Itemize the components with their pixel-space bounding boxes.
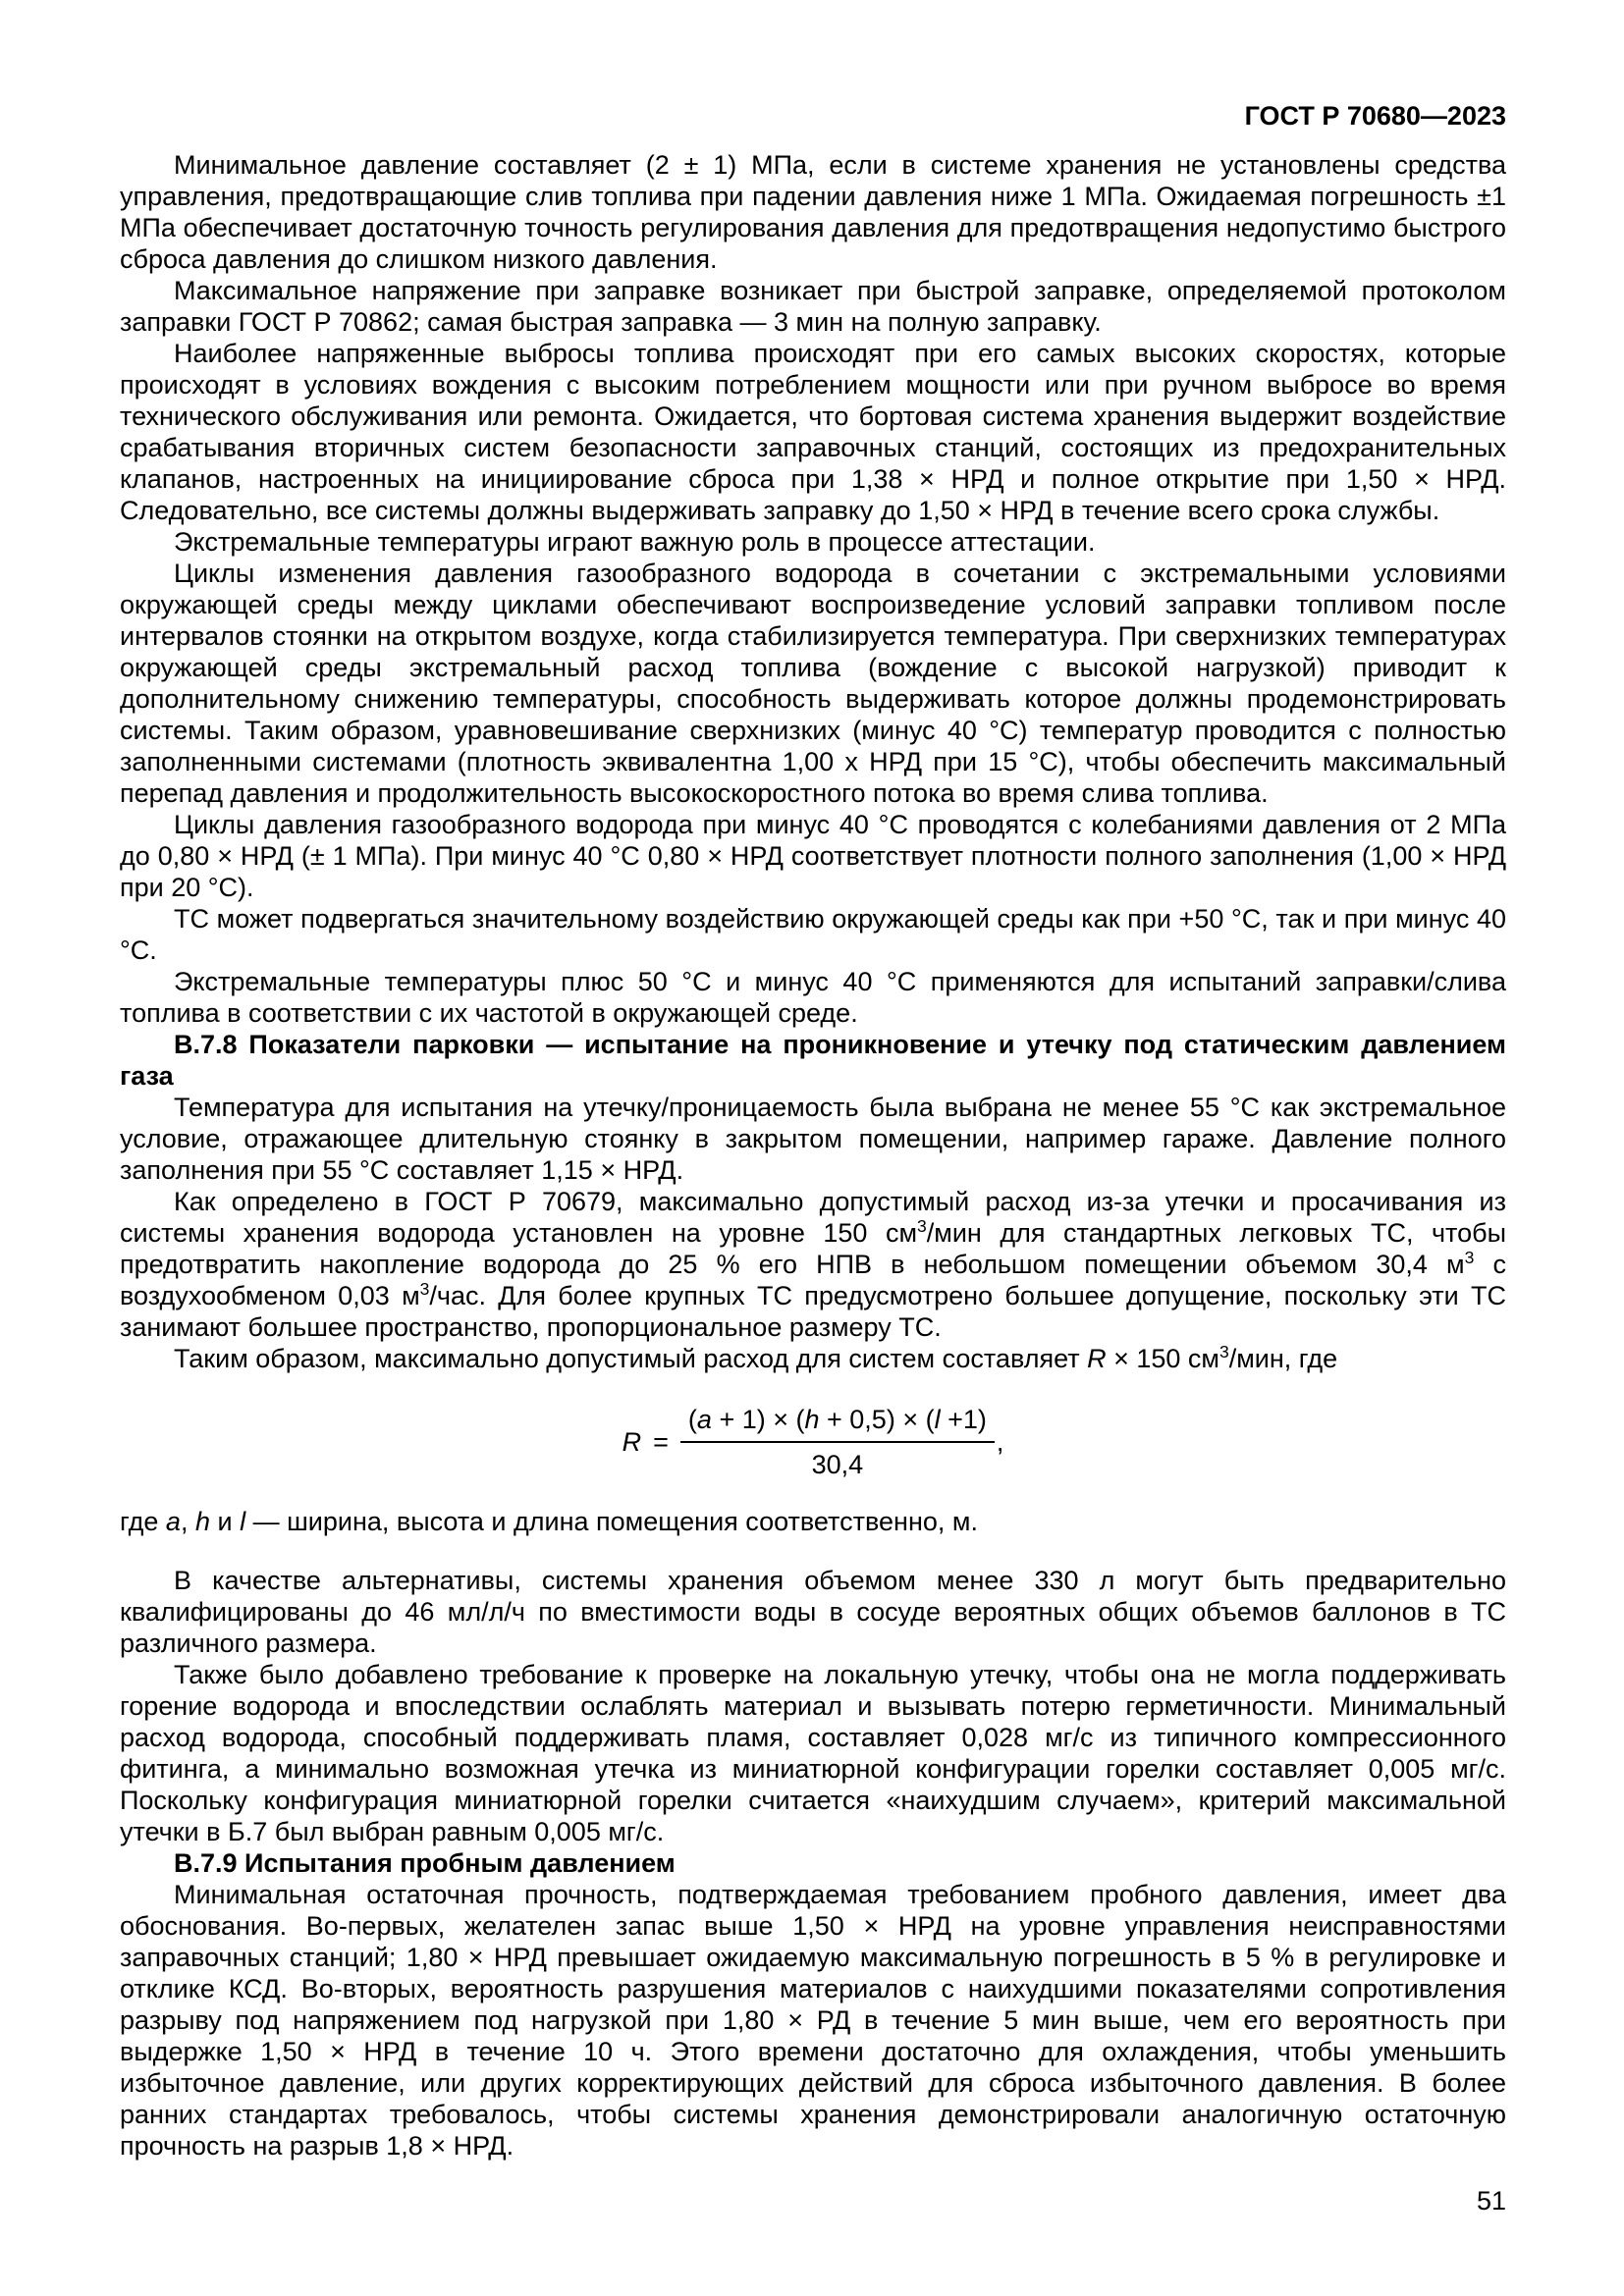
formula-legend bbox=[120, 1506, 1506, 1537]
text-run: с воздухообменом 0,03 м bbox=[120, 1250, 1506, 1310]
variable-l: l bbox=[240, 1507, 246, 1536]
text-run: + 0,5) × ( bbox=[819, 1405, 935, 1434]
variable-a: a bbox=[165, 1507, 181, 1536]
text-run: и bbox=[210, 1507, 241, 1536]
formula-trailing-comma: , bbox=[996, 1427, 1004, 1457]
text-run: — ширина, высота и длина помещения соответственно, м. bbox=[245, 1507, 978, 1536]
formula-lhs-variable: R bbox=[622, 1427, 642, 1457]
formula bbox=[120, 1404, 1506, 1480]
paragraph-allowable-discharge bbox=[120, 1186, 1506, 1343]
superscript: 3 bbox=[1464, 1248, 1475, 1267]
paragraph-max-stress-fueling: Максимальное напряжение при заправке возникает при быстрой заправке, определяемой протоколом заправки ГОСТ Р 70862; самая быстрая заправка — 3 мин на полную заправку. bbox=[120, 276, 1506, 337]
text-run: /мин, где bbox=[1228, 1344, 1338, 1373]
text-run: + 1) × ( bbox=[711, 1405, 805, 1434]
paragraph-localized-leak: Также было добавлено требование к проверке на локальную утечку, чтобы она не могла поддерживать горение водорода и впоследствии ослаблять материал и вызывать потерю герметичности. Минимальный расход водорода, способный поддерживать пламя, составляет 0,028 мг/с из типичного компрессионного фитинга, а минимально возможная утечка из миниатюрной конфигурации горелки составляет 0,005 мг/с. Поскольку конфигурация миниатюрной горелки считается «наихудшим случаем», критерий максимальной утечки в Б.7 был выбран равным 0,005 мг/с. bbox=[120, 1660, 1506, 1846]
paragraph-extreme-temperatures-role: Экстремальные температуры играют важную роль в процессе аттестации. bbox=[174, 527, 1096, 557]
variable-a: a bbox=[696, 1405, 712, 1434]
superscript: 3 bbox=[917, 1216, 927, 1236]
text-run: ( bbox=[687, 1405, 697, 1434]
paragraph-vehicle-exposure: ТС может подвергаться значительному воздействию окружающей среды как при +50 °C, так и при минус 40 °C. bbox=[120, 904, 1506, 965]
paragraph-max-discharge-systems bbox=[120, 1343, 1506, 1374]
variable-h: h bbox=[804, 1405, 820, 1434]
formula-fraction bbox=[680, 1404, 995, 1480]
text-run: Как определено в ГОСТ Р 70679, максимально допустимый расход из-за утечки и просачивания из системы хранения водорода установлен на уровне 150 см bbox=[120, 1187, 1506, 1248]
section-heading-b7-8: В.7.8 Показатели парковки — испытание на проникновение и утечку под статическим давлением газа bbox=[120, 1030, 1506, 1091]
text-run: +1) bbox=[940, 1405, 987, 1434]
document-number: ГОСТ Р 70680—2023 bbox=[1244, 101, 1506, 131]
paragraph-proof-pressure: Минимальная остаточная прочность, подтверждаемая требованием пробного давления, имеет два обоснования. Во-первых, желателен запас выше 1,50 × НРД на уровне управления неисправностями заправочных станций; 1,80 × НРД превышает ожидаемую максимальную погрешность в 5 % в регулировке и отклике КСД. Во-вторых, вероятность разрушения материалов с наихудшими показателями сопротивления разрыву под напряжением под нагрузкой при 1,80 × РД в течение 5 мин выше, чем его вероятность при выдержке 1,50 × НРД в течение 10 ч. Этого времени достаточно для охлаждения, чтобы уменьшить избыточное давление, или других корректирующих действий для сброса избыточного давления. В более ранних стандартах требовалось, чтобы системы хранения демонстрировали аналогичную остаточную прочность на разрыв 1,8 × НРД. bbox=[120, 1880, 1506, 2161]
formula-equals-sign: = bbox=[653, 1427, 669, 1457]
text-run: /мин для стандартных легковых ТС, чтобы предотвратить накопление водорода до 25 % его НПВ в небольшом помещении объемом 30,4 м bbox=[120, 1218, 1506, 1279]
paragraph-leak-temperature: Температура для испытания на утечку/проницаемость была выбрана не менее 55 °C как экстремальное условие, отражающее длительную стоянку в закрытом помещении, например гараже. Давление полного заполнения при 55 °C составляет 1,15 × НРД. bbox=[120, 1093, 1506, 1185]
text-run: , bbox=[180, 1507, 195, 1536]
paragraph-alternative-qualification: В качестве альтернативы, системы хранения объемом менее 330 л могут быть предварительно квалифицированы до 46 мл/л/ч по вместимости воды в сосуде вероятных общих объемов баллонов в ТС различного размера. bbox=[120, 1566, 1506, 1658]
text-run: Таким образом, максимально допустимый расход для систем составляет bbox=[174, 1344, 1088, 1373]
text-run: × 150 см bbox=[1106, 1344, 1219, 1373]
page-number: 51 bbox=[1476, 2186, 1506, 2216]
text-run: где bbox=[120, 1507, 166, 1536]
superscript: 3 bbox=[419, 1279, 430, 1299]
variable-l: l bbox=[934, 1405, 941, 1434]
formula-denominator: 30,4 bbox=[811, 1450, 864, 1479]
paragraph-min-pressure: Минимальное давление составляет (2 ± 1) МПа, если в системе хранения не установлены средства управления, предотвращающие слив топлива при падении давления ниже 1 МПа. Ожидаемая погрешность ±1 МПа обеспечивает достаточную точность регулирования давления для предотвращения недопустимо быстрого сброса давления до слишком низкого давления. bbox=[120, 150, 1506, 274]
text-run: /час. Для более крупных ТС предусмотрено большее допущение, поскольку эти ТС занимают большее пространство, пропорциональное размеру ТС. bbox=[120, 1281, 1506, 1342]
paragraph-extreme-temp-tests: Экстремальные температуры плюс 50 °C и минус 40 °C применяются для испытаний заправки/слива топлива в соответствии с их частотой в окружающей среде. bbox=[120, 967, 1506, 1028]
superscript: 3 bbox=[1218, 1342, 1229, 1362]
variable-r: R bbox=[1087, 1344, 1107, 1373]
paragraph-cycles-minus40: Циклы давления газообразного водорода при минус 40 °C проводятся с колебаниями давления от 2 МПа до 0,80 × НРД (± 1 МПа). При минус 40 °C 0,80 × НРД соответствует плотности полного заполнения (1,00 × НРД при 20 °C). bbox=[120, 810, 1506, 902]
paragraph-fuel-release: Наиболее напряженные выбросы топлива происходят при его самых высоких скоростях, которые происходят в условиях вождения с высоким потреблением мощности или при ручном выбросе во время технического обслуживания или ремонта. Ожидается, что бортовая система хранения выдержит воздействие срабатывания вторичных систем безопасности заправочных станций, состоящих из предохранительных клапанов, настроенных на инициирование сброса при 1,38 × НРД и полное открытие при 1,50 × НРД. Следовательно, все системы должны выдерживать заправку до 1,50 × НРД в течение всего срока службы. bbox=[120, 339, 1506, 525]
formula-numerator bbox=[680, 1404, 995, 1443]
section-heading-b7-9: В.7.9 Испытания пробным давлением bbox=[174, 1848, 676, 1878]
variable-h: h bbox=[194, 1507, 210, 1536]
paragraph-pressure-cycles-ambient: Циклы изменения давления газообразного водорода в сочетании с экстремальными условиями окружающей среды между циклами обеспечивают воспроизведение условий заправки топливом после интервалов стоянки на открытом воздухе, когда стабилизируется температура. При сверхнизких температурах окружающей среды экстремальный расход топлива (вождение с высокой нагрузкой) приводит к дополнительному снижению температуры, способность выдерживать которое должны продемонстрировать системы. Таким образом, уравновешивание сверхнизких (минус 40 °C) температур проводится с полностью заполненными системами (плотность эквивалентна 1,00 x НРД при 15 °C), чтобы обеспечить максимальный перепад давления и продолжительность высокоскоростного потока во время слива топлива. bbox=[120, 559, 1506, 808]
